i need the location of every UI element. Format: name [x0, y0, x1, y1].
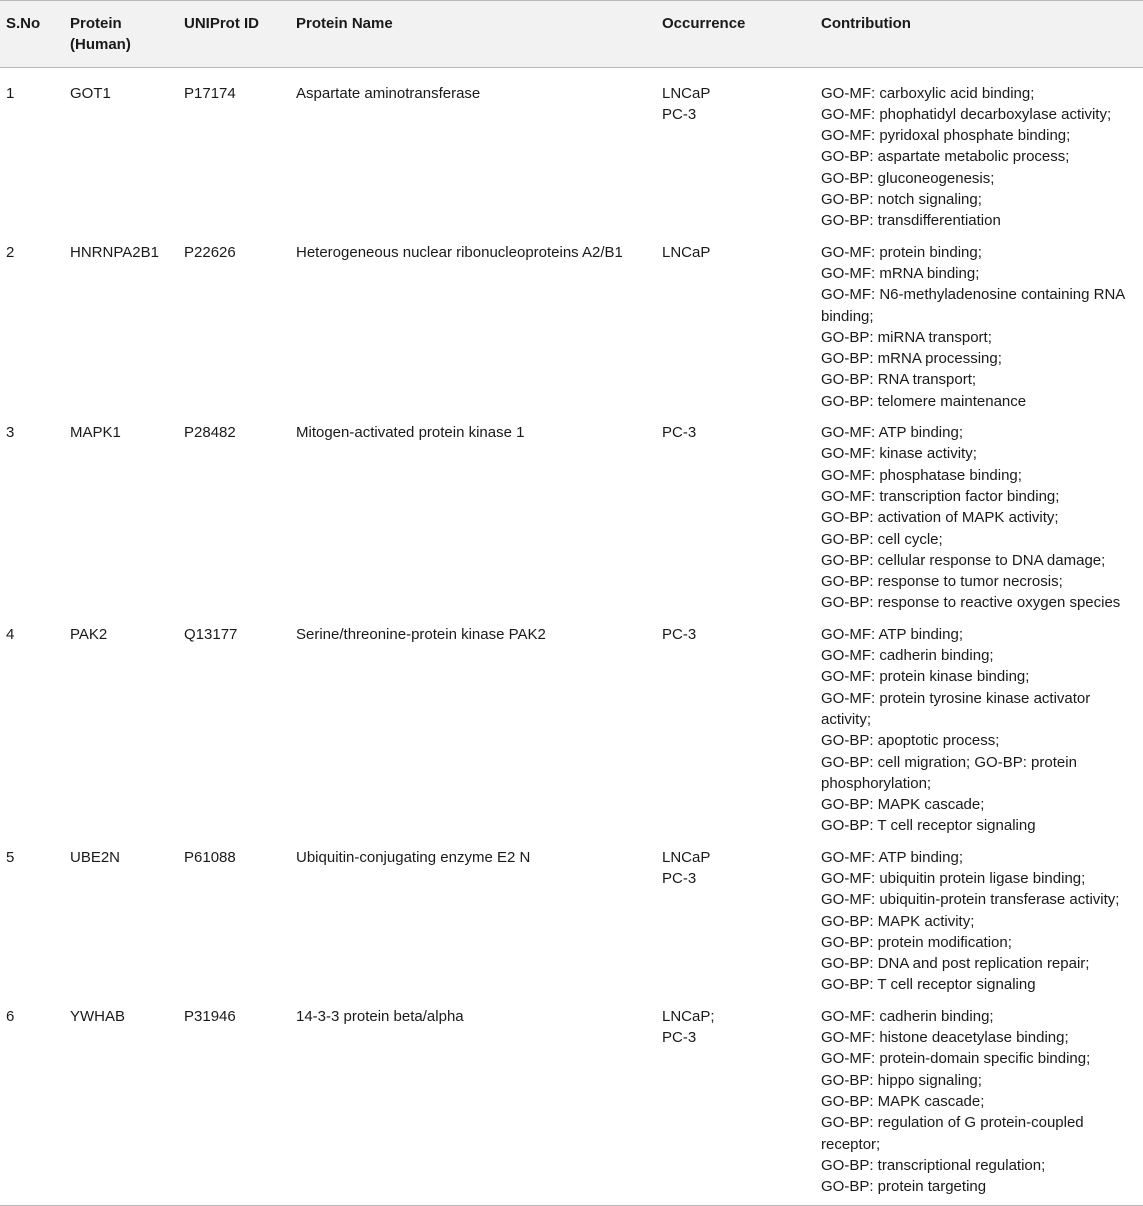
- cell-uniprot-id: P22626: [184, 243, 236, 261]
- contribution-line: GO-MF: ATP binding;: [821, 625, 963, 643]
- table-body: [0, 67, 1143, 1206]
- contribution-line: GO-MF: phosphatase binding;: [821, 466, 1022, 484]
- cell-protein-name: Ubiquitin-conjugating enzyme E2 N: [296, 848, 531, 866]
- header-protein-name: Protein Name: [296, 15, 393, 32]
- table-row: [0, 618, 1143, 841]
- contribution-line: GO-MF: cadherin binding;: [821, 647, 994, 665]
- contribution-line: GO-MF: mRNA binding;: [821, 264, 980, 282]
- cell-sno: 2: [6, 243, 15, 261]
- cell-occurrence: [656, 1000, 815, 1206]
- contribution-line: GO-MF: protein binding;: [821, 243, 982, 261]
- contribution-line: GO-BP: notch signaling;: [821, 191, 982, 209]
- cell-contribution: [815, 416, 1143, 618]
- occurrence-line: PC-3: [662, 625, 697, 643]
- cell-sno: 3: [6, 424, 15, 442]
- contribution-line: GO-MF: ubiquitin protein ligase binding;: [821, 869, 1086, 887]
- cell-protein: MAPK1: [70, 424, 121, 442]
- contribution-line: GO-MF: cadherin binding;: [821, 1007, 994, 1025]
- header-sno: S.No: [6, 15, 41, 32]
- cell-protein-name: 14-3-3 protein beta/alpha: [296, 1007, 464, 1025]
- occurrence-line: PC-3: [662, 1029, 697, 1047]
- contribution-line: GO-BP: gluconeogenesis;: [821, 169, 995, 187]
- cell-sno: 6: [6, 1007, 15, 1025]
- cell-sno: 4: [6, 625, 15, 643]
- contribution-line: GO-BP: MAPK activity;: [821, 912, 975, 930]
- table-row: [0, 236, 1143, 416]
- contribution-line: GO-MF: protein kinase binding;: [821, 668, 1030, 686]
- contribution-line: GO-BP: response to tumor necrosis;: [821, 573, 1063, 591]
- cell-contribution: [815, 67, 1143, 236]
- contribution-line: GO-MF: protein tyrosine kinase activator activity;: [821, 689, 1091, 728]
- cell-occurrence: [656, 841, 815, 1000]
- occurrence-line: LNCaP;: [662, 1007, 715, 1025]
- contribution-line: GO-BP: cell cycle;: [821, 530, 943, 548]
- contribution-line: GO-BP: regulation of G protein-coupled receptor;: [821, 1114, 1084, 1153]
- cell-protein-name: Aspartate aminotransferase: [296, 84, 481, 102]
- table-header: [0, 1, 1143, 68]
- contribution-line: GO-BP: mRNA processing;: [821, 350, 1002, 368]
- contribution-line: GO-BP: transdifferentiation: [821, 212, 1001, 230]
- contribution-line: GO-BP: cellular response to DNA damage;: [821, 551, 1106, 569]
- contribution-line: GO-BP: apoptotic process;: [821, 732, 1000, 750]
- cell-contribution: [815, 841, 1143, 1000]
- contribution-line: GO-MF: ubiquitin-protein transferase activity;: [821, 891, 1120, 909]
- cell-protein-name: Serine/threonine-protein kinase PAK2: [296, 625, 546, 643]
- cell-protein-name: Mitogen-activated protein kinase 1: [296, 424, 525, 442]
- contribution-line: GO-BP: activation of MAPK activity;: [821, 509, 1059, 527]
- cell-sno: 5: [6, 848, 15, 866]
- cell-protein: HNRNPA2B1: [70, 243, 159, 261]
- cell-protein: GOT1: [70, 84, 111, 102]
- occurrence-line: PC-3: [662, 105, 697, 123]
- header-uniprot: UNIProt ID: [184, 15, 259, 32]
- contribution-line: GO-BP: aspartate metabolic process;: [821, 148, 1070, 166]
- contribution-line: GO-MF: kinase activity;: [821, 445, 977, 463]
- table-row: [0, 67, 1143, 236]
- contribution-line: GO-BP: RNA transport;: [821, 371, 977, 389]
- contribution-line: GO-MF: ATP binding;: [821, 424, 963, 442]
- cell-protein-name: Heterogeneous nuclear ribonucleoproteins A2/B1: [296, 243, 623, 261]
- cell-sno: 1: [6, 84, 15, 102]
- occurrence-line: PC-3: [662, 424, 697, 442]
- cell-occurrence: [656, 67, 815, 236]
- contribution-line: GO-BP: T cell receptor signaling: [821, 817, 1036, 835]
- contribution-line: GO-MF: carboxylic acid binding;: [821, 84, 1035, 102]
- cell-protein: UBE2N: [70, 848, 121, 866]
- contribution-line: GO-MF: protein-domain specific binding;: [821, 1050, 1091, 1068]
- cell-uniprot-id: Q13177: [184, 625, 238, 643]
- cell-contribution: [815, 1000, 1143, 1206]
- header-occurrence: Occurrence: [662, 15, 746, 32]
- contribution-line: GO-MF: pyridoxal phosphate binding;: [821, 127, 1071, 145]
- occurrence-line: LNCaP: [662, 84, 711, 102]
- contribution-line: GO-BP: cell migration; GO-BP: protein phosphorylation;: [821, 753, 1077, 792]
- contribution-line: GO-MF: phophatidyl decarboxylase activity;: [821, 105, 1112, 123]
- header-contribution: Contribution: [821, 15, 911, 32]
- cell-occurrence: [656, 618, 815, 841]
- contribution-line: GO-MF: N6-methyladenosine containing RNA binding;: [821, 286, 1125, 325]
- cell-uniprot-id: P17174: [184, 84, 236, 102]
- contribution-line: GO-MF: histone deacetylase binding;: [821, 1029, 1069, 1047]
- cell-contribution: [815, 236, 1143, 416]
- cell-uniprot-id: P31946: [184, 1007, 236, 1025]
- contribution-line: GO-BP: T cell receptor signaling: [821, 976, 1036, 994]
- cell-uniprot-id: P28482: [184, 424, 236, 442]
- cell-uniprot-id: P61088: [184, 848, 236, 866]
- cell-occurrence: [656, 416, 815, 618]
- contribution-line: GO-BP: MAPK cascade;: [821, 796, 985, 814]
- contribution-line: GO-MF: ATP binding;: [821, 848, 963, 866]
- table-row: [0, 841, 1143, 1000]
- occurrence-line: LNCaP: [662, 848, 711, 866]
- contribution-line: GO-BP: telomere maintenance: [821, 392, 1027, 410]
- header-row: [0, 1, 1143, 68]
- contribution-line: GO-MF: transcription factor binding;: [821, 487, 1060, 505]
- contribution-line: GO-BP: protein modification;: [821, 933, 1012, 951]
- contribution-line: GO-BP: transcriptional regulation;: [821, 1156, 1046, 1174]
- table-row: [0, 1000, 1143, 1206]
- header-protein: Protein (Human): [70, 15, 131, 54]
- cell-protein: YWHAB: [70, 1007, 126, 1025]
- cell-contribution: [815, 618, 1143, 841]
- occurrence-line: LNCaP: [662, 243, 711, 261]
- contribution-line: GO-BP: MAPK cascade;: [821, 1092, 985, 1110]
- occurrence-line: PC-3: [662, 869, 697, 887]
- cell-protein: PAK2: [70, 625, 108, 643]
- cell-occurrence: [656, 236, 815, 416]
- contribution-line: GO-BP: DNA and post replication repair;: [821, 955, 1090, 973]
- contribution-line: GO-BP: response to reactive oxygen species: [821, 594, 1121, 612]
- contribution-line: GO-BP: miRNA transport;: [821, 328, 992, 346]
- table-row: [0, 416, 1143, 618]
- contribution-line: GO-BP: hippo signaling;: [821, 1071, 982, 1089]
- contribution-line: GO-BP: protein targeting: [821, 1178, 987, 1196]
